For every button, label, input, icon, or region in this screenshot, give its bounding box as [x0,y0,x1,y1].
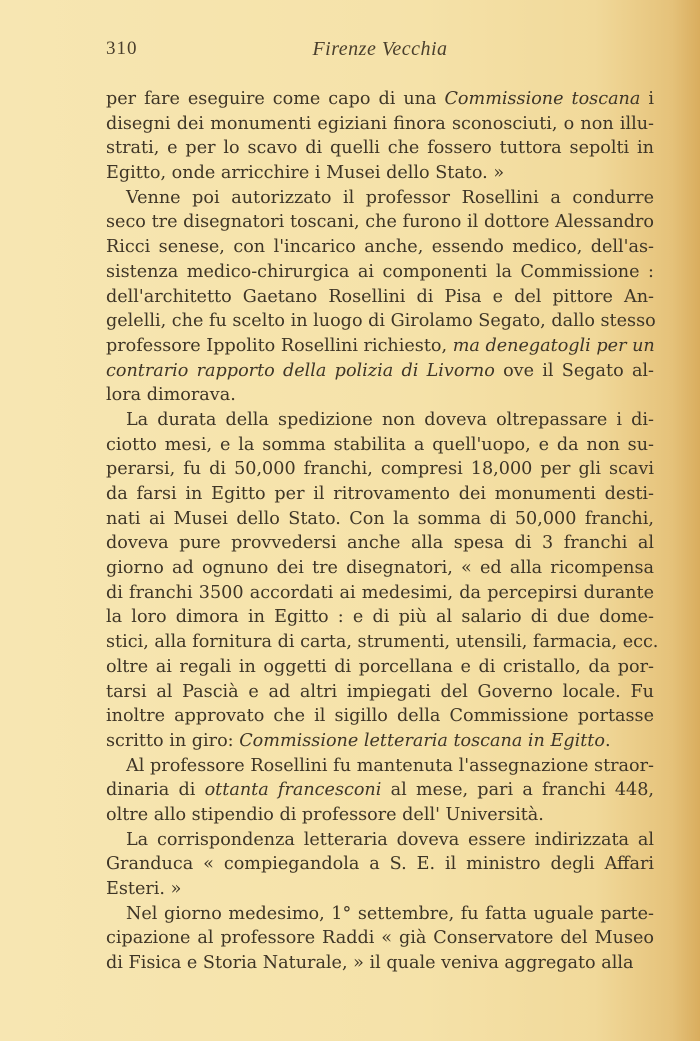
italic-text: contrario rapporto della polizia di Livorno [106,360,495,381]
text-line [106,729,654,754]
text-line [106,186,654,211]
page-number: 310 [106,38,138,59]
text-line [106,605,654,630]
text-line [106,951,654,976]
line-text-after: i [640,89,654,109]
text-line [106,457,654,482]
page-header [106,38,654,68]
text-line [106,531,654,556]
italic-text: Commissione toscana [444,89,641,109]
italic-text: ma denegatogli per un [452,335,655,356]
line-text: gelelli, che fu scelto in luogo di Girolamo Segato, dallo stesso [106,311,656,332]
text-line [106,704,654,729]
text-line [106,433,654,458]
running-title: Firenze Vecchia [312,38,448,60]
line-text: ciotto mesi, e la somma stabilita a quell'uopo, e da non su- [106,434,654,455]
text-line [106,359,654,384]
line-text: Nel giorno medesimo, 1° settembre, fu fatta uguale parte- [126,903,654,924]
line-text: Al professore Rosellini fu mantenuta l'assegnazione straor- [126,755,654,776]
line-text: oltre ai regali in oggetti di porcellana e di cristallo, da por- [106,656,654,677]
text-line [106,507,654,532]
text-line [106,482,654,507]
line-text: Esteri. » [106,879,182,899]
line-text: per fare eseguire come capo di una [106,89,445,109]
line-text: La corrispondenza letteraria doveva essere indirizzata al [126,829,654,850]
line-text: di Fisica e Storia Naturale, » il quale veniva aggregato alla [106,953,634,974]
text-line [106,383,654,408]
line-text: Venne poi autorizzato il professor Rosellini a condurre [126,187,654,208]
text-line [106,902,654,927]
line-text: Granduca « compiegandola a S. E. il ministro degli Affari [106,854,654,875]
text-line [106,112,654,137]
body-text [106,87,659,976]
line-text: doveva pure provvedersi anche alla spesa di 3 franchi al [106,533,654,554]
line-text: scritto in giro: [106,730,240,751]
line-text: da farsi in Egitto per il ritrovamento dei monumenti desti- [106,484,654,504]
line-text: stici, alla fornitura di carta, strumenti, utensili, farmacia, ecc. [106,632,659,653]
text-line [106,161,654,186]
text-line [106,630,659,655]
italic-text: ottanta francesconi [204,780,382,801]
line-text: tarsi al Pascià e ad altri impiegati del Governo locale. Fu [106,681,654,702]
line-text: dell'architetto Gaetano Rosellini di Pisa e del pittore An- [106,286,654,307]
line-text: la loro dimora in Egitto : e di più al salario di due dome- [106,607,654,628]
text-line [106,408,654,433]
line-text: professore Ippolito Rosellini richiesto, [106,335,453,356]
text-line [106,581,654,606]
line-text: di franchi 3500 accordati ai medesimi, da percepirsi durante [106,582,654,603]
line-text: La durata della spedizione non doveva oltrepassare i di- [126,409,654,430]
text-line [106,778,654,803]
line-text: nati ai Musei dello Stato. Con la somma di 50,000 franchi, [106,508,654,529]
line-text-after: . [604,730,611,751]
text-line [106,285,654,310]
text-line [106,136,654,161]
text-line [106,235,654,260]
line-text: Egitto, onde arricchire i Musei dello Stato. » [106,163,505,184]
text-line [106,852,654,877]
text-line [106,877,654,902]
line-text: seco tre disegnatori toscani, che furono il dottore Alessandro [106,212,654,233]
text-line [106,926,654,951]
line-text-after: ove il Segato al- [494,360,655,381]
line-text: dinaria di [106,780,205,801]
line-text: disegni dei monumenti egiziani finora sconosciuti, o non illu- [106,113,654,134]
line-text: sistenza medico-chirurgica ai componenti la Commissione : [106,261,654,282]
text-line [106,210,654,235]
line-text: giorno ad ognuno dei tre disegnatori, « ed alla ricompensa [106,558,654,579]
line-text: inoltre approvato che il sigillo della Commissione portasse [106,706,654,727]
text-line [106,87,654,112]
line-text: lora dimorava. [106,385,236,406]
text-line [106,309,654,334]
text-line [106,680,654,705]
text-line [106,655,654,680]
text-line [106,828,654,853]
text-line [106,260,654,285]
line-text: perarsi, fu di 50,000 franchi, compresi 18,000 per gli scavi [106,459,654,480]
italic-text: Commissione letteraria toscana in Egitto [239,730,605,751]
text-line [106,334,654,359]
text-line [106,803,654,828]
line-text: oltre allo stipendio di professore dell' Università. [106,804,544,825]
line-text: strati, e per lo scavo di quelli che fossero tuttora sepolti in [106,138,654,159]
text-line [106,556,654,581]
line-text-after: al mese, pari a franchi 448, [381,780,654,801]
line-text: Ricci senese, con l'incarico anche, essendo medico, dell'as- [106,237,654,258]
line-text: cipazione al professore Raddi « già Conservatore del Museo [106,928,654,949]
text-line [106,754,654,779]
